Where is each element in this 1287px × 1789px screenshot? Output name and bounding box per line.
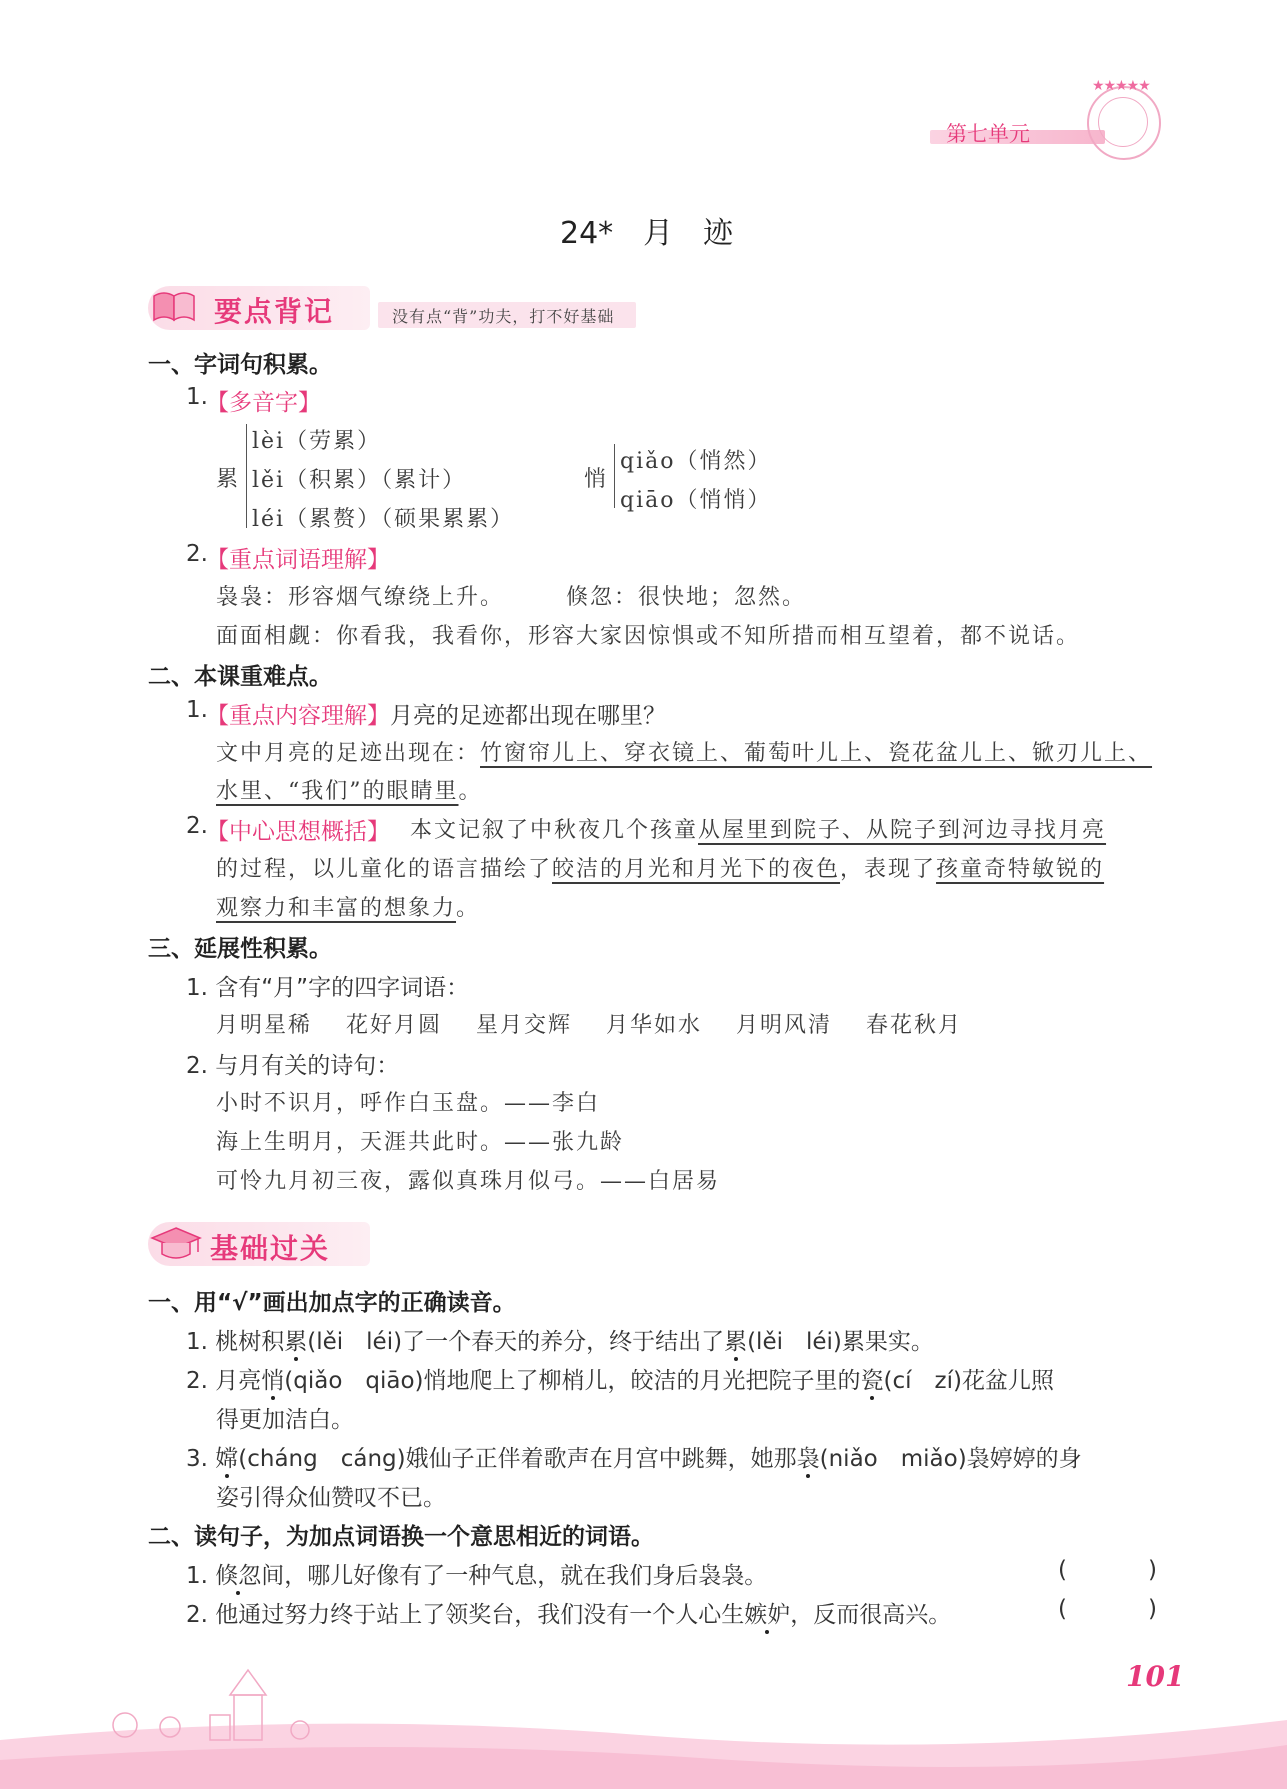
word-def: 袅袅：形容烟气缭绕上升。 (216, 585, 505, 610)
polyphone-char: 悄 (584, 467, 609, 492)
answer-paren-open: ( (1058, 1557, 1067, 1583)
question-line: 2. 月亮悄(qiǎo qiāo)悄地爬上了柳梢儿，皎洁的月光把院子里的瓷(cí zí)花盆儿照 (186, 1368, 1054, 1394)
brace (246, 424, 247, 528)
idiom: 花好月圆 (346, 1013, 443, 1038)
answer-paren-close: ) (1148, 1557, 1157, 1583)
reading: qiāo（悄悄） (620, 488, 772, 513)
heading-2: 二、本课重难点。 (148, 664, 332, 690)
item-number: 1. (186, 384, 208, 410)
answer-line: 水里、“我们”的眼睛里。 (216, 779, 483, 804)
question-line: 姿引得众仙赞叹不已。 (216, 1485, 446, 1511)
idiom: 月华如水 (606, 1013, 703, 1038)
idiom: 春花秋月 (866, 1013, 963, 1038)
item-label: 【重点词语理解】 (206, 547, 390, 573)
poem-line: 海上生明月，天涯共此时。——张九龄 (216, 1130, 625, 1155)
answer-line: 文中月亮的足迹出现在：竹窗帘儿上、穿衣镜上、葡萄叶儿上、瓷花盆儿上、锨刃儿上、 (216, 741, 1153, 766)
answer-paren-open: ( (1058, 1596, 1067, 1622)
section-tag-text: 没有点“背”功夫，打不好基础 (392, 307, 615, 326)
unit-label: 第七单元 (946, 122, 1030, 146)
question-line: 1. 桃树积累(lěi léi)了一个春天的养分，终于结出了累(lěi léi)累果实。 (186, 1329, 934, 1355)
polyphone-char: 累 (216, 467, 241, 492)
idiom: 星月交辉 (476, 1013, 573, 1038)
item-label: 【多音字】 (206, 390, 321, 416)
answer-line: 的过程，以儿童化的语言描绘了皎洁的月光和月光下的夜色，表现了孩童奇特敏锐的 (216, 857, 1105, 882)
question-line: 3. 嫦(cháng cáng)娥仙子正伴着歌声在月宫中跳舞，她那袅(niǎo miǎo)袅婷婷的身 (186, 1446, 1082, 1472)
poem-line: 可怜九月初三夜，露似真珠月似弓。——白居易 (216, 1169, 721, 1194)
idiom: 月明星稀 (216, 1013, 313, 1038)
book-icon (150, 288, 198, 324)
graduation-cap-icon (150, 1222, 202, 1266)
item-label: 【中心思想概括】 (206, 819, 390, 845)
item-text: 【重点内容理解】月亮的足迹都出现在哪里？ (206, 703, 666, 729)
question-line: 得更加洁白。 (216, 1407, 354, 1433)
idiom: 月明风清 (736, 1013, 833, 1038)
reading: lèi（劳累） (252, 429, 382, 454)
brace (614, 444, 615, 508)
heading-4: 一、用“√”画出加点字的正确读音。 (148, 1290, 516, 1316)
heading-1: 一、字词句积累。 (148, 352, 332, 378)
item-number: 2. (186, 813, 208, 839)
word-def: 面面相觑：你看我，我看你，形容大家因惊惧或不知所措而相互望着，都不说话。 (216, 624, 1081, 649)
item-number: 1. (186, 697, 208, 723)
stars-icon: ★★★★★ (1092, 78, 1150, 94)
section-title-1: 要点背记 (214, 295, 335, 328)
question-line: 1. 倏忽间，哪儿好像有了一种气息，就在我们身后袅袅。 (186, 1563, 768, 1589)
heading-3: 三、延展性积累。 (148, 936, 332, 962)
item-text: 1. 含有“月”字的四字词语： (186, 975, 470, 1001)
word-def: 倏忽：很快地；忽然。 (566, 585, 807, 610)
answer-paren-close: ) (1148, 1596, 1157, 1622)
reading: léi（累赘）（硕果累累） (252, 507, 515, 532)
reading: lěi（积累）（累计） (252, 468, 467, 493)
item-text: 2. 与月有关的诗句： (186, 1053, 400, 1079)
heading-5: 二、读句子，为加点词语换一个意思相近的词语。 (148, 1524, 654, 1550)
page-title: 24* 月 迹 (560, 216, 734, 251)
item-number: 2. (186, 541, 208, 567)
question-line: 2. 他通过努力终于站上了领奖台，我们没有一个人心生嫉妒，反而很高兴。 (186, 1602, 952, 1628)
page-number: 101 (1126, 1660, 1185, 1693)
answer-line: 观察力和丰富的想象力。 (216, 896, 481, 921)
poem-line: 小时不识月，呼作白玉盘。——李白 (216, 1091, 601, 1116)
section-title-2: 基础过关 (210, 1232, 331, 1265)
castle-illustration-icon (100, 1655, 340, 1745)
answer-line: 本文记叙了中秋夜几个孩童从屋里到院子、从院子到河边寻找月亮 (410, 818, 1107, 843)
logo-stamp-icon (1087, 86, 1161, 160)
reading: qiǎo（悄然） (620, 449, 772, 474)
